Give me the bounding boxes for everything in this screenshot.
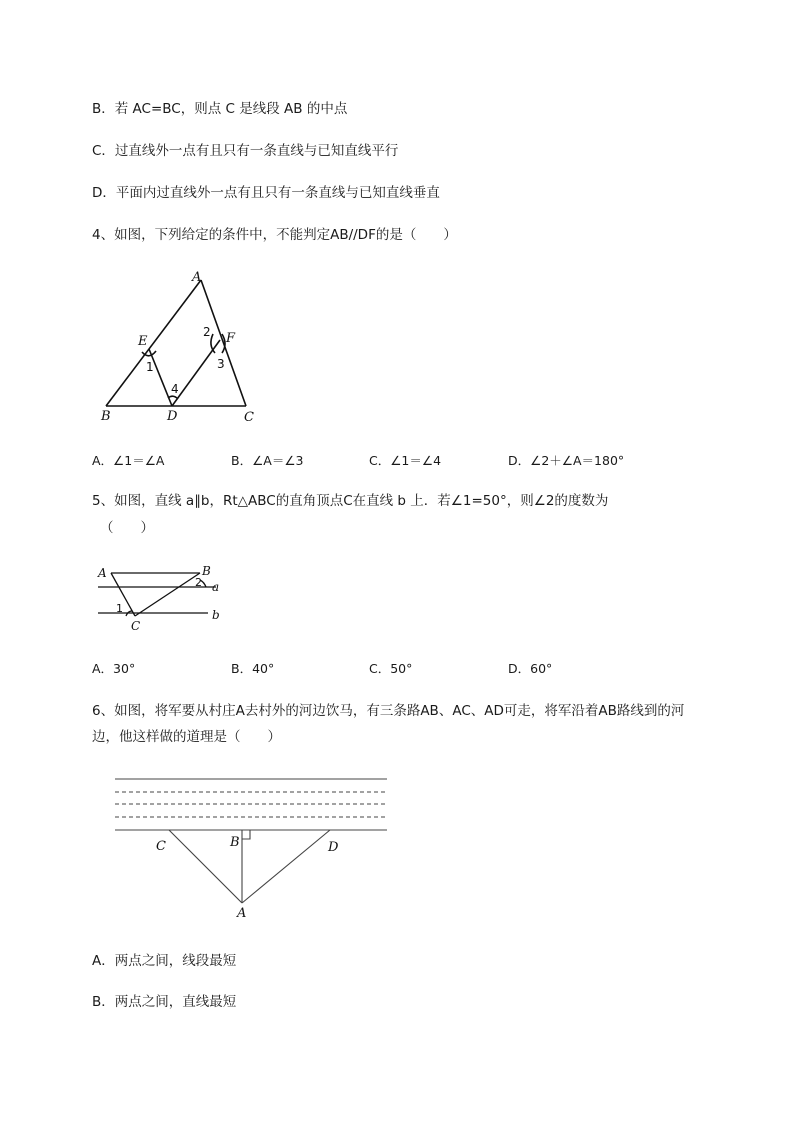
q4-option-b: B．∠A＝∠3 [231,453,304,468]
q4-label-a: A [192,270,202,285]
q5-stem: 5、如图，直线 a∥b，Rt△ABC的直角顶点C在直线 b 上．若∠1=50°，则∠2的度数为 [92,493,609,509]
q5-label-c: C [131,619,141,633]
q4-label-e: E [138,334,148,349]
q6-option-b: B．两点之间，直线最短 [92,994,237,1010]
q5-line-a-label: a [212,580,220,594]
q5-option-c: C．50° [369,661,413,676]
q4-option-c: C．∠1＝∠4 [369,453,442,468]
q5-label-a: A [98,566,107,580]
q4-option-a: A．∠1＝∠A [92,453,165,468]
q4-triangle-figure [96,270,266,425]
q5-option-d: D．60° [508,661,553,676]
q6-stem-continued: 边，他这样做的道理是（ ） [92,729,281,745]
q3-option-d: D．平面内过直线外一点有且只有一条直线与已知直线垂直 [92,185,440,201]
q6-option-a: A．两点之间，线段最短 [92,953,237,969]
q6-label-d: D [328,840,339,855]
q5-angle-1-label: 1 [116,602,123,615]
q4-label-f: F [226,331,236,346]
q5-stem-blank: （ ） [100,520,154,536]
q5-line-b-label: b [212,608,220,622]
q4-label-c: C [244,410,254,425]
q5-parallel-lines-figure [90,560,230,635]
q4-label-d: D [167,409,178,424]
q5-option-b: B．40° [231,661,275,676]
q3-option-c: C．过直线外一点有且只有一条直线与已知直线平行 [92,143,399,159]
q4-label-b: B [101,409,111,424]
q6-label-a: A [237,906,247,921]
q4-angle-2-label: 2 [203,325,211,339]
q6-stem: 6、如图，将军要从村庄A去村外的河边饮马，有三条路AB、AC、AD可走，将军沿着AB路线到的河 [92,703,685,719]
q5-label-b: B [202,564,211,578]
q4-angle-1-label: 1 [146,360,154,374]
q6-label-b: B [230,835,240,850]
q4-stem: 4、如图，下列给定的条件中，不能判定AB//DF的是（ ） [92,227,457,243]
q3-option-b: B．若 AC=BC，则点 C 是线段 AB 的中点 [92,101,348,117]
q6-label-c: C [156,839,166,854]
q5-option-a: A．30° [92,661,136,676]
q4-angle-3-label: 3 [217,357,225,371]
q4-option-d: D．∠2＋∠A＝180° [508,453,625,468]
q6-river-figure [112,775,392,920]
q5-angle-2-label: 2 [195,576,202,589]
q4-angle-4-label: 4 [171,382,179,396]
